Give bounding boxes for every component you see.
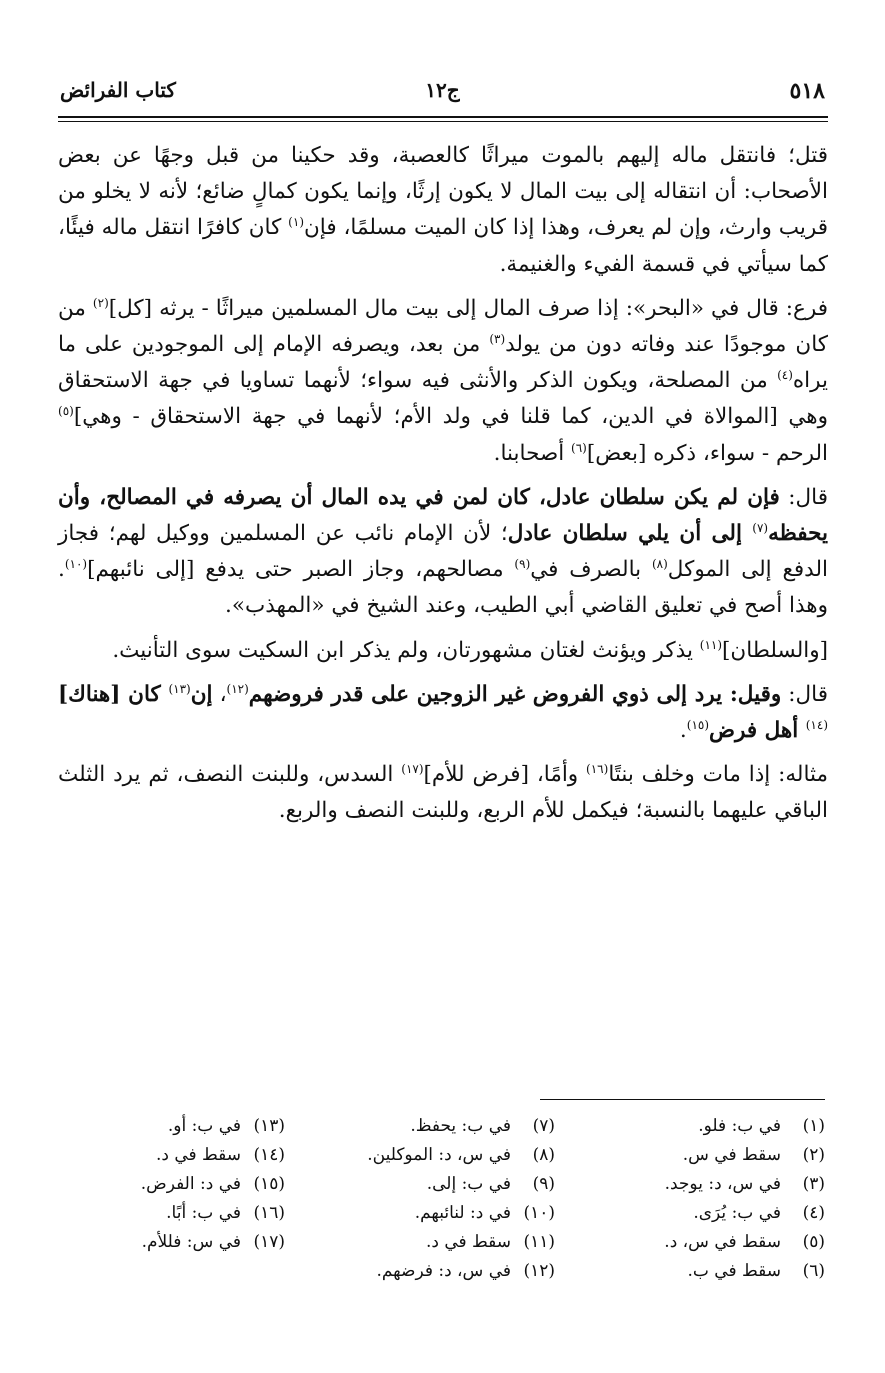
- bold-text: كان [هناك]: [58, 681, 169, 707]
- footnote-text: في س: فللأم.: [141, 1232, 241, 1252]
- footnote-text: في د: الفرض.: [140, 1174, 241, 1194]
- footnote-item: [325, 1170, 555, 1199]
- footnote-ref[interactable]: (١٢): [226, 681, 249, 696]
- footnote-item: [595, 1257, 825, 1286]
- footnote-item: [325, 1257, 555, 1286]
- footnote-separator: [540, 1099, 825, 1100]
- footnote-text: في ب: يُرَى.: [693, 1203, 781, 1223]
- footnote-text: في س، د: فرضهم.: [376, 1261, 511, 1281]
- footnote-item: [325, 1112, 555, 1141]
- footnote-text: سقط في س.: [682, 1145, 781, 1165]
- footnote-ref[interactable]: (١٣): [168, 681, 191, 696]
- bold-text: إن: [190, 681, 213, 707]
- footnote-item: [325, 1141, 555, 1170]
- volume-label: ج١٢: [425, 78, 460, 102]
- footnote-item: [595, 1141, 825, 1170]
- footnote-text: سقط في س، د.: [664, 1232, 781, 1252]
- footnote-text: في ب: فلو.: [698, 1116, 781, 1136]
- footnote-ref[interactable]: (٥): [58, 404, 74, 419]
- footnote-item: [595, 1199, 825, 1228]
- header-rule-thick: [58, 116, 828, 118]
- footnote-ref[interactable]: (٨): [651, 557, 668, 572]
- footnote-number: (٥): [802, 1232, 825, 1252]
- footnote-ref[interactable]: (١١): [699, 637, 723, 652]
- bold-text: إلى أن يلي سلطان عادل: [507, 521, 753, 547]
- footnote-item: [85, 1141, 285, 1170]
- footnote-number: (١٠): [523, 1203, 555, 1223]
- header-rule-thin: [58, 121, 828, 122]
- footnote-ref[interactable]: (٢): [92, 295, 109, 310]
- footnote-item: [595, 1112, 825, 1141]
- main-text: [58, 138, 828, 838]
- footnote-ref[interactable]: (٣): [489, 331, 506, 346]
- paragraph-6: مثاله: إذا مات وخلف بنتًا$^{(١٦)}$ وأمًا، [فرض للأم]$^{(١٧)}$ السدس، وللبنت النصف، ثم يرد الثلث الباقي عليهما بالنسبة؛ فيكمل للأم الربع، وللبنت النصف والربع.: [58, 762, 828, 824]
- footnote-number: (٢): [802, 1145, 825, 1165]
- footnote-ref[interactable]: (١٧): [401, 762, 424, 777]
- footnote-number: (١٧): [253, 1232, 285, 1252]
- footnote-ref[interactable]: (١٥): [686, 717, 710, 732]
- footnote-number: (١٤): [253, 1145, 285, 1165]
- paragraph-3: قال: فإن لم يكن سلطان عادل، كان لمن في يده المال أن يصرفه في المصالح، وأن يحفظه$^{(٧)}$ إلى أن يلي سلطان عادل؛ لأن الإمام نائب عن المسلمين ووكيل لهم؛ فجاز الدفع إلى الموكل$^{(٨)}$ بالصرف في$^{(٩)}$ مصالحهم، وجاز الصبر حتى يدفع [إلى نائبهم]$^{(١٠)}$. وهذا أصح في تعليق القاضي أبي الطيب، وعند الشيخ في «المهذب».: [58, 484, 829, 619]
- footnote-ref[interactable]: (٤): [777, 368, 793, 383]
- footnote-text: في ب: يحفظ.: [410, 1116, 511, 1136]
- footnote-number: (٨): [532, 1145, 555, 1165]
- paragraph-2: فرع: قال في «البحر»: إذا صرف المال إلى بيت مال المسلمين ميراثًا - يرثه [كل]$^{(٢)}$ من كان موجودًا عند وفاته دون من يولد$^{(٣)}$ من بعد، ويصرفه الإمام إلى الموجودين على ما يراه$^{(٤)}$ من المصلحة، ويكون الذكر والأنثى فيه سواء؛ لأنهما تساويا في جهة الاستحقاق وهي [الموالاة في الدين، كما قلنا في ولد الأم؛ لأنهما في جهة الاستحقاق - وهي]$^{(٥)}$ الرحم - سواء، ذكره [بعض]$^{(٦)}$ أصحابنا.: [58, 295, 828, 466]
- footnote-ref[interactable]: (١٠): [64, 557, 88, 572]
- footnote-number: (١٣): [253, 1116, 285, 1136]
- footnotes-column-2: [325, 1112, 555, 1286]
- footnote-ref[interactable]: (٦): [571, 440, 587, 455]
- footnote-number: (٤): [802, 1203, 825, 1223]
- footnote-item: [595, 1228, 825, 1257]
- footnote-item: [85, 1199, 285, 1228]
- footnote-text: في ب: إلى.: [426, 1174, 511, 1194]
- paragraph-1: قتل؛ فانتقل ماله إليهم بالموت ميراثًا كالعصبة، وقد حكينا من قبل وجهًا عن بعض الأصحاب: أن انتقاله إلى بيت المال لا يكون إرثًا، وإنما يكون كمالٍ ضائع؛ لأنه لا يخلو من قريب وارث، وإن لم يعرف، وهذا إذا كان الميت مسلمًا، فإن$^{(١)}$ كان كافرًا انتقل ماله فيئًا، كما سيأتي في قسمة الفيء والغنيمة.: [58, 143, 828, 277]
- footnote-number: (٦): [802, 1261, 825, 1281]
- footnote-text: سقط في ب.: [687, 1261, 781, 1281]
- footnote-text: سقط في د.: [425, 1232, 511, 1252]
- bold-text: وقيل: يرد إلى ذوي الفروض غير الزوجين على قدر فروضهم: [248, 681, 782, 707]
- footnote-ref[interactable]: (١٤): [805, 717, 828, 732]
- bold-text: أهل فرض: [709, 718, 806, 744]
- footnote-number: (١١): [523, 1232, 555, 1252]
- footnote-text: في د: لنائبهم.: [414, 1203, 511, 1223]
- footnote-ref[interactable]: (٩): [514, 557, 531, 572]
- footnote-ref[interactable]: (١): [288, 215, 304, 230]
- footnote-text: في س، د: الموكلين.: [367, 1145, 511, 1165]
- paragraph-4: [والسلطان]$^{(١١)}$ يذكر ويؤنث لغتان مشهورتان، ولم يذكر ابن السكيت سوى التأنيث.: [112, 637, 828, 663]
- footnote-number: (١٥): [253, 1174, 285, 1194]
- paragraph-5: قال: وقيل: يرد إلى ذوي الفروض غير الزوجين على قدر فروضهم$^{(١٢)}$، إن$^{(١٣)}$ كان [هناك]$^{(١٤)}$ أهل فرض$^{(١٥)}$.: [58, 681, 828, 744]
- page-header: [60, 78, 825, 112]
- footnote-item: [325, 1199, 555, 1228]
- footnote-text: في ب: أو.: [167, 1116, 241, 1136]
- footnote-item: [85, 1228, 285, 1257]
- footnote-ref[interactable]: (١٦): [586, 762, 609, 777]
- page-number: ٥١٨: [789, 78, 825, 104]
- book-title: كتاب الفرائض: [60, 78, 176, 102]
- footnote-number: (١٢): [523, 1261, 555, 1281]
- footnotes-column-1: [595, 1112, 825, 1286]
- footnote-number: (٧): [532, 1116, 555, 1136]
- footnote-text: في س، د: يوجد.: [664, 1174, 781, 1194]
- footnote-number: (٩): [532, 1174, 555, 1194]
- footnote-item: [595, 1170, 825, 1199]
- footnote-item: [85, 1112, 285, 1141]
- footnote-text: في ب: أبًا.: [166, 1203, 241, 1223]
- footnote-number: (١): [802, 1116, 825, 1136]
- footnote-number: (٣): [802, 1174, 825, 1194]
- footnote-number: (١٦): [253, 1203, 285, 1223]
- footnote-ref[interactable]: (٧): [752, 520, 769, 535]
- footnote-text: سقط في د.: [155, 1145, 241, 1165]
- footnote-item: [325, 1228, 555, 1257]
- bold-text: فإن لم يكن سلطان عادل، كان لمن في يده المال أن يصرفه في المصالح، وأن يحفظه: [58, 484, 829, 547]
- footnotes-column-3: [85, 1112, 285, 1257]
- footnote-item: [85, 1170, 285, 1199]
